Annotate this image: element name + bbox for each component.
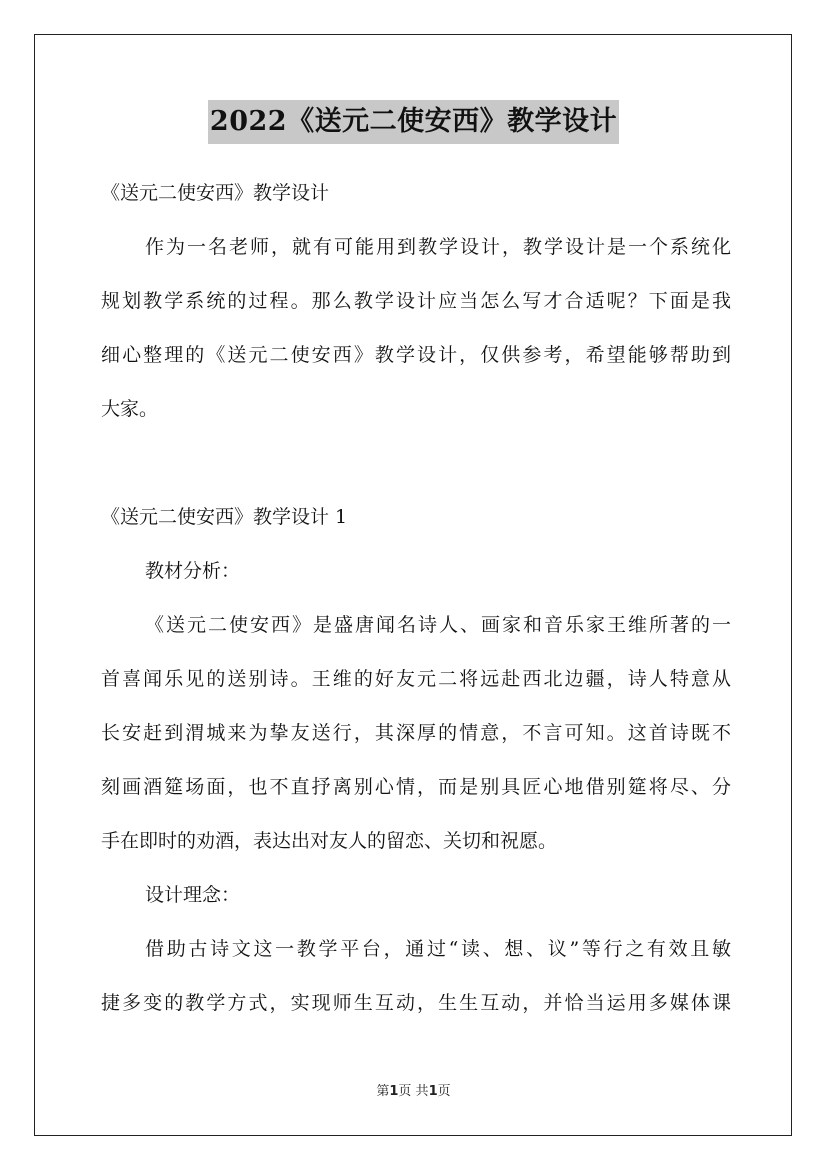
material-text-2: 首喜闻乐见的送别诗。王维的好友元二将远赴西北边疆，诗人特意从	[101, 668, 731, 690]
title-container	[0, 100, 827, 144]
material-line-3	[101, 706, 731, 760]
blank-line	[101, 436, 731, 490]
section-heading-1: 《送元二使安西》教学设计 1	[101, 506, 348, 528]
section-heading-main: 《送元二使安西》教学设计	[101, 182, 330, 204]
material-label: 教材分析：	[145, 560, 241, 582]
material-line-4	[101, 760, 731, 814]
material-text-4: 刻画酒筵场面，也不直抒离别心情，而是别具匠心地借别筵将尽、分	[101, 776, 731, 798]
intro-text-3: 细心整理的《送元二使安西》教学设计，仅供参考，希望能够帮助到	[101, 344, 731, 366]
concept-label: 设计理念：	[145, 884, 241, 906]
footer-page-current: 1	[389, 1084, 399, 1099]
material-text-3: 长安赶到渭城来为挚友送行，其深厚的情意，不言可知。这首诗既不	[101, 722, 731, 744]
intro-text-2: 规划教学系统的过程。那么教学设计应当怎么写才合适呢？下面是我	[101, 290, 731, 312]
document-body	[101, 166, 731, 1030]
footer-page-suffix: 页	[437, 1084, 451, 1099]
footer-page-prefix: 第	[376, 1084, 390, 1099]
intro-text-1: 作为一名老师，就有可能用到教学设计，教学设计是一个系统化	[145, 236, 731, 258]
material-line-2	[101, 652, 731, 706]
concept-text-1: 借助古诗文这一教学平台，通过“读、想、议”等行之有效且敏	[145, 938, 731, 960]
footer-page-mid: 页 共	[398, 1084, 429, 1099]
material-text-1: 《送元二使安西》是盛唐闻名诗人、画家和音乐家王维所著的一	[145, 614, 731, 636]
concept-text-2: 捷多变的教学方式，实现师生互动，生生互动，并恰当运用多媒体课	[101, 992, 731, 1014]
intro-line-1	[101, 220, 731, 274]
concept-line-2	[101, 976, 731, 1030]
page-footer	[0, 1080, 827, 1099]
concept-line-1	[101, 922, 731, 976]
document-title: 2022《送元二使安西》教学设计	[208, 100, 619, 144]
intro-line-4: 大家。	[101, 398, 159, 420]
material-line-1	[101, 598, 731, 652]
intro-line-2	[101, 274, 731, 328]
footer-page-total: 1	[428, 1084, 438, 1099]
material-line-5: 手在即时的劝酒，表达出对友人的留恋、关切和祝愿。	[101, 830, 558, 852]
intro-line-3	[101, 328, 731, 382]
